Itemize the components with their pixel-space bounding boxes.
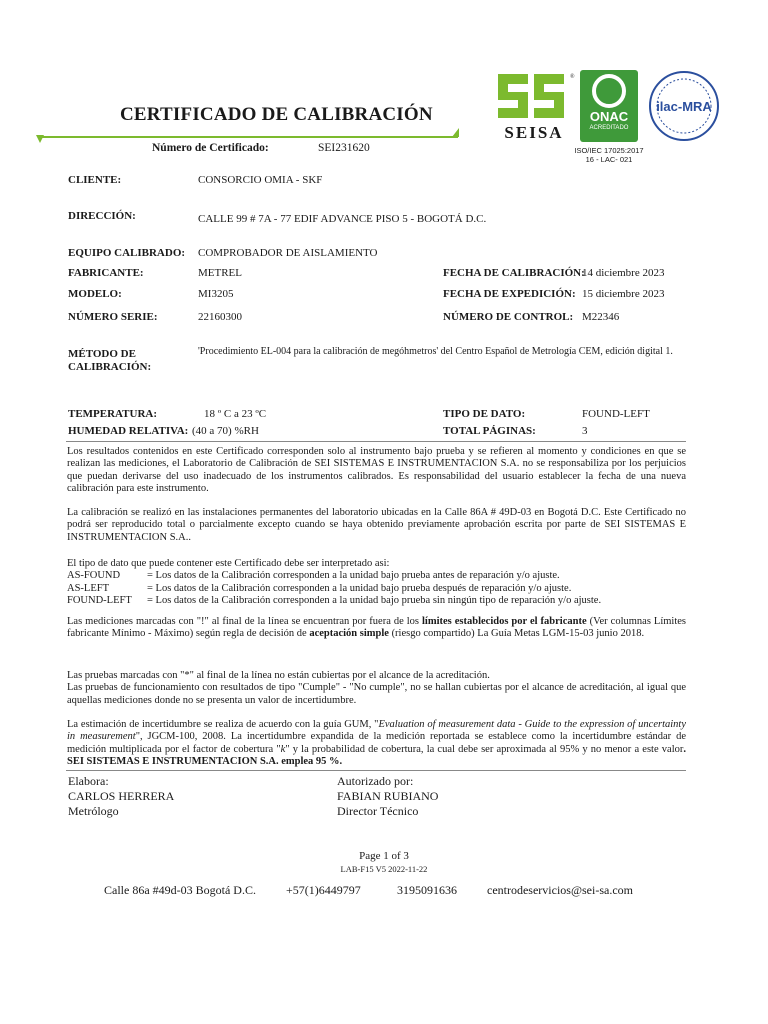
method-label-line2: CALIBRACIÓN: <box>68 361 152 373</box>
paragraph-manufacturer-limits <box>67 616 686 641</box>
uncertainty-italic: Evaluation of measurement data - Guide to the expression of uncertainty in measurement <box>67 719 686 743</box>
serial-number-label: NÚMERO SERIE: <box>68 311 158 323</box>
svg-text:®: ® <box>570 74 575 80</box>
client-value: CONSORCIO OMIA - SKF <box>198 174 323 186</box>
limits-text: Las mediciones marcadas con "!" al final de la línea se encuentran por fuera de los <box>67 616 423 627</box>
certificate-number-label: Número de Certificado: <box>152 142 269 154</box>
iso-accreditation <box>572 146 646 164</box>
issue-date-label: FECHA DE EXPEDICIÓN: <box>443 288 576 300</box>
paragraph-responsibility: Los resultados contenidos en este Certificado corresponden solo al instrumento bajo prueba y se refieren al momento y condiciones en que se realizan las mediciones, el Laboratorio de Calibración de SEI SISTEMAS E INSTRUMENTACION S.A. no se responsabiliza por los perjuicios que puedan derivarse del uso inadecuado de los instrumentos calibrados. Es responsabilidad del usuario establecer la fecha de una nueva calibración para este instrumento. <box>67 446 686 495</box>
method-label <box>68 348 151 374</box>
address-value: CALLE 99 # 7A - 77 EDIF ADVANCE PISO 5 - BOGOTÁ D.C. <box>198 213 487 225</box>
authorized-by-name: FABIAN RUBIANO <box>337 789 439 803</box>
paragraph-uncertainty <box>67 719 686 769</box>
authorized-by-role: Director Técnico <box>337 804 419 818</box>
iso-standard: ISO/IEC 17025:2017 <box>574 146 644 155</box>
equipment-value: COMPROBADOR DE AISLAMIENTO <box>198 247 378 259</box>
footer-mobile: 3195091636 <box>397 883 457 897</box>
onac-circle-icon <box>592 74 626 108</box>
scope-line: Las pruebas marcadas con "*" al final de la línea no están cubiertas por el alcance de la acreditación. <box>67 670 490 681</box>
issue-date-value: 15 diciembre 2023 <box>582 288 665 300</box>
equipment-label: EQUIPO CALIBRADO: <box>68 247 186 259</box>
total-pages-label: TOTAL PÁGINAS: <box>443 425 536 437</box>
data-type-row <box>67 570 686 582</box>
data-type-row <box>67 595 686 607</box>
uncertainty-text: La estimación de incertidumbre se realiza de acuerdo con la guía GUM, " <box>67 719 379 730</box>
paragraph-accreditation-scope <box>67 670 686 707</box>
data-type-key: FOUND-LEFT <box>67 595 132 607</box>
data-type-text: = Los datos de la Calibración corresponden a la unidad bajo prueba después de reparación y/o ajuste. <box>147 582 572 594</box>
data-type-key: AS-LEFT <box>67 582 109 594</box>
form-code: LAB-F15 V5 2022-11-22 <box>340 864 428 874</box>
client-label: CLIENTE: <box>68 174 122 186</box>
model-label: MODELO: <box>68 288 122 300</box>
uncertainty-text: ", JGCM-100, 2008. La incertidumbre expandida de la medición reportada se establece como la incertidumbre estándar de medición multiplicada por el factor de cobertura " <box>67 731 686 755</box>
data-type-key: AS-FOUND <box>67 570 121 582</box>
paragraph-data-types <box>67 558 686 608</box>
limits-text: (Ver columnas Límites fabricante Mínimo - Máximo) según regla de decisión de <box>67 616 686 640</box>
ilac-mra-logo <box>646 70 722 142</box>
data-type-label: TIPO DE DATO: <box>443 408 526 420</box>
certificate-number-value: SEI231620 <box>318 142 370 154</box>
uncertainty-bold: . SEI SISTEMAS E INSTRUMENTACION S.A. emplea 95 %. <box>67 743 686 768</box>
serial-number-value: 22160300 <box>198 311 242 323</box>
page-number: Page 1 of 3 <box>359 850 409 862</box>
limits-bold: límites establecidos por el fabricante <box>422 616 587 627</box>
method-value: 'Procedimiento EL-004 para la calibración de megóhmetros' del Centro Español de Metrología CEM, edición digital 1. <box>198 346 673 357</box>
control-number-value: M22346 <box>582 311 620 323</box>
calibration-date-label: FECHA DE CALIBRACIÓN: <box>443 267 585 279</box>
footer-email[interactable]: centrodeservicios@sei-sa.com <box>487 883 633 897</box>
prepared-by-name: CARLOS HERRERA <box>68 789 175 803</box>
address-label: DIRECCIÓN: <box>68 210 136 222</box>
control-number-label: NÚMERO DE CONTROL: <box>443 311 574 323</box>
limits-text: (riesgo compartido) La Guía Metas LGM-15-03 junio 2018. <box>388 628 645 640</box>
footer-phone: +57(1)6449797 <box>286 883 361 897</box>
seisa-logo-text: SEISA <box>504 123 564 142</box>
prepared-by-block <box>68 774 174 819</box>
ilac-logo-text: ilac-MRA <box>656 99 712 114</box>
paragraph-location: La calibración se realizó en las instalaciones permanentes del laboratorio ubicadas en la Calle 86A # 49D-03 en Bogotá D.C. Este Certificado no podrá ser reproducido total o parcialmente excepto cuando se haya obtenido previamente aprobación escrita por parte de SEI SISTEMAS E INSTRUMENTACION S.A.. <box>67 507 686 543</box>
manufacturer-label: FABRICANTE: <box>68 267 144 279</box>
data-types-intro: El tipo de dato que puede contener este Certificado debe ser interpretado asi: <box>67 558 390 569</box>
data-type-value: FOUND-LEFT <box>582 408 650 420</box>
temperature-value: 18 º C a 23 ºC <box>204 408 267 420</box>
data-type-row <box>67 583 686 595</box>
humidity-value: (40 a 70) %RH <box>192 425 259 437</box>
calibration-date-value: 14 diciembre 2023 <box>582 267 665 279</box>
seisa-logo <box>494 70 574 142</box>
uncertainty-text: " y la probabilidad de cobertura, la cual debe ser aproximada al 95% y no menor a este valor <box>285 743 684 755</box>
green-triangle-decoration <box>36 135 44 143</box>
coverage-factor: k <box>280 743 286 755</box>
authorized-by-block <box>337 774 438 819</box>
document-title: CERTIFICADO DE CALIBRACIÓN <box>120 104 433 125</box>
total-pages-value: 3 <box>582 425 588 437</box>
header-divider <box>40 136 458 138</box>
authorized-by-label: Autorizado por: <box>337 774 414 788</box>
onac-logo <box>580 70 638 142</box>
iso-code: 16 - LAC- 021 <box>585 155 633 164</box>
model-value: MI3205 <box>198 288 234 300</box>
manufacturer-value: METREL <box>198 267 242 279</box>
footer-address: Calle 86a #49d-03 Bogotá D.C. <box>104 883 256 897</box>
prepared-by-label: Elabora: <box>68 774 109 788</box>
signature-divider <box>66 770 686 771</box>
data-type-text: = Los datos de la Calibración corresponden a la unidad bajo prueba antes de reparación y/o ajuste. <box>147 570 560 582</box>
onac-logo-subtext: ACREDITADO <box>589 125 629 131</box>
prepared-by-role: Metrólogo <box>68 804 119 818</box>
method-label-line1: MÉTODO DE <box>68 348 136 360</box>
temperature-label: TEMPERATURA: <box>68 408 158 420</box>
humidity-label: HUMEDAD RELATIVA: <box>68 425 189 437</box>
section-divider <box>66 441 686 442</box>
onac-logo-text: ONAC <box>589 109 629 124</box>
acceptance-bold: aceptación simple <box>309 628 389 640</box>
scope-line: Las pruebas de funcionamiento con resultados de tipo "Cumple" - "No cumple", no se hallan cubiertas por el alcance de acreditación, al igual que aquellas mediciones donde no se presenta un valor de incertidumbre. <box>67 682 686 706</box>
data-type-text: = Los datos de la Calibración corresponden a la unidad bajo prueba sin ningún tipo de reparación y/o ajuste. <box>147 595 602 607</box>
